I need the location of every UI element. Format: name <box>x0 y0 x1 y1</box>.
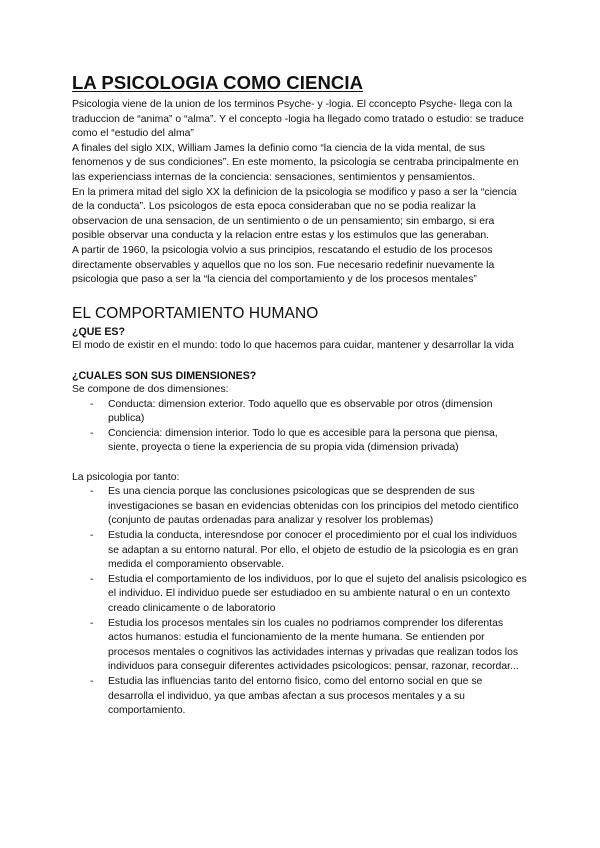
list-item: - Estudia los procesos mentales sin los cuales no podriamos comprender los diferentas actos humanos: estudia el funcionamiento de la mente humana. Se entienden por procesos mentales o cognitivos las actividades internas y privadas que realizan todos los individuos para conseguir diferentes actividades psicologicos: pensar, razonar, recordar... <box>108 617 528 675</box>
dimensions-list <box>72 398 528 456</box>
question-que-es: ¿QUE ES? <box>72 325 125 338</box>
list-item: - Conducta: dimension exterior. Todo aquello que es observable por otros (dimension publica) <box>108 398 528 427</box>
spacer <box>72 456 528 471</box>
psychology-intro: La psicologia por tanto: <box>72 471 180 483</box>
list-item: - Estudia el comportamiento de los individuos, por lo que el sujeto del analisis psicologico es el individuo. El individuo puede ser estudiadoo en su ambiente natural o en un contexto creado clinicamente o de laboratorio <box>108 573 528 617</box>
section-heading: EL COMPORTAMIENTO HUMANO <box>72 304 319 322</box>
page-title: LA PSICOLOGIA COMO CIENCIA <box>72 72 364 93</box>
intro-paragraph-1: Psicologia viene de la union de los terminos Psyche- y -logia. El cconcepto Psyche- llega con la traduccion de “anima” o “alma”. Y el concepto -logia ha llegado como tratado o estudio: se traduce como el “estudio del alma” <box>72 99 524 140</box>
answer-que-es: El modo de existir en el mundo: todo lo que hacemos para cuidar, mantener y desarrollar la vida <box>72 340 514 352</box>
question-dimensiones: ¿CUALES SON SUS DIMENSIONES? <box>72 369 257 382</box>
psychology-list <box>72 485 528 719</box>
intro-paragraph-4: A partir de 1960, la psicologia volvio a sus principios, rescatando el estudio de los procesos directamente observables y aquellos que no los son. Fue necesario redefinir nuevamente la psicologia que paso a ser la “la ciencia del comportamiento y de los procesos mentales” <box>72 244 495 286</box>
intro-paragraph-3: En la primera mitad del siglo XX la definicion de la psicologia se modifico y paso a ser la “ciencia de la conducta”. Los psicologos de esta epoca consideraban que no se podia realizar la observacion de una sensacion, de un sentimiento o de un pensamiento; sin embargo, si era posible observar una conducta y la relacion entre estas y los estimulos que las generaban. <box>72 186 517 242</box>
list-item: - Es una ciencia porque las conclusiones psicologicas que se desprenden de sus investigaciones se basan en evidencias obtenidas con los principios del metodo cientifico (conjunto de pautas ordenadas para analizar y resolver los problemas) <box>108 485 528 529</box>
intro-paragraph-2: A finales del siglo XIX, William James la definio como “la ciencia de la vida mental, de sus fenomenos y de sus condiciones”. En este momento, la psicologia se centraba principalmente en las experienciass internas de la conciencia: sensaciones, sentimientos y pensamientos. <box>72 142 519 183</box>
spacer <box>72 354 528 369</box>
list-item: - Conciencia: dimension interior. Todo lo que es accesible para la persona que piensa, siente, proyecta o tiene la experiencia de su propia vida (dimension privada) <box>108 427 528 456</box>
dimensions-intro: Se compone de dos dimensiones: <box>72 384 229 396</box>
list-item: - Estudia la conducta, interesndose por conocer el procedimiento por el cual los individuos se adaptan a su entorno natural. Por ello, el objeto de estudio de la psicologia es en gran medida el comporamiento observable. <box>108 529 528 573</box>
document-page <box>72 72 528 719</box>
list-item: - Estudia las influencias tanto del entorno fisico, como del entorno social en que se desarrolla el individuo, ya que ambas afectan a sus procesos mentales y a su comportamiento. <box>108 675 528 719</box>
